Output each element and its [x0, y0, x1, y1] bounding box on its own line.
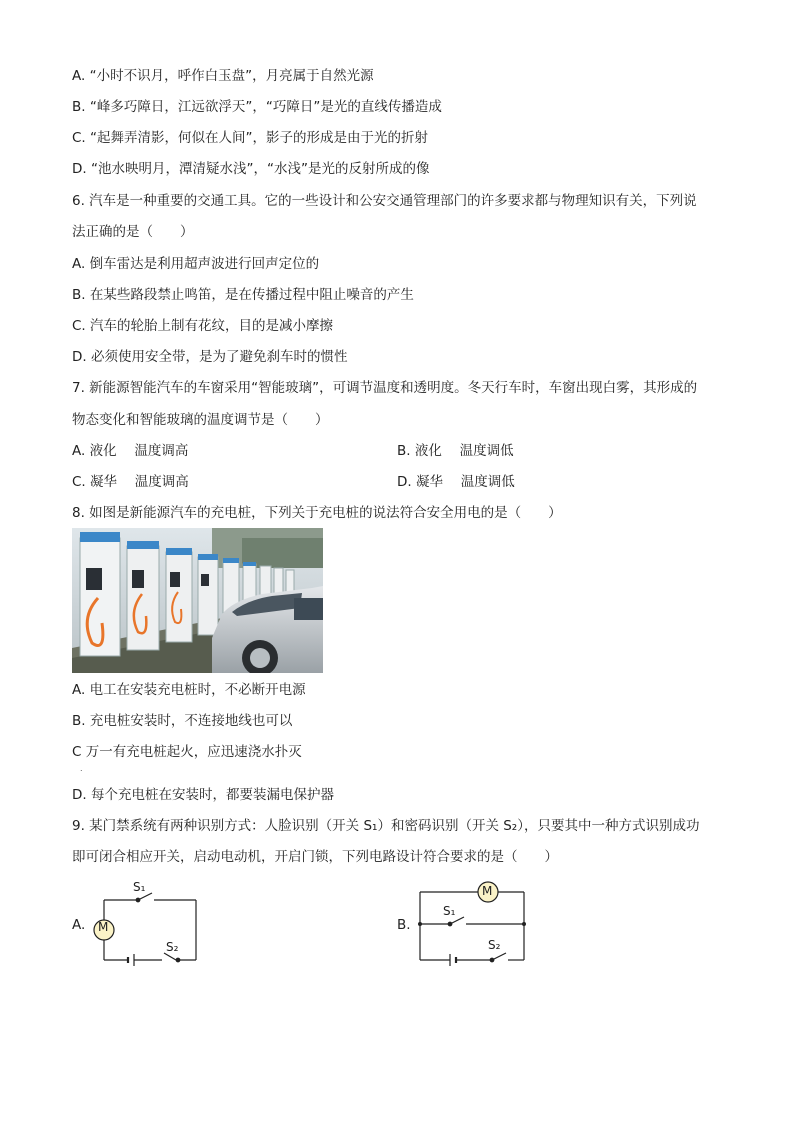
circuit-b-diagram — [412, 878, 532, 968]
circuit-a-s1: S₁ — [133, 880, 146, 894]
q8-option-b: B. 充电桩安装时，不连接地线也可以 — [72, 713, 293, 729]
circuit-b-motor: M — [482, 884, 493, 898]
q7-option-a: A. 液化 温度调高 — [72, 443, 189, 459]
q5-option-d: D. “池水映明月，潭清疑水浅”，“水浅”是光的反射所成的像 — [72, 161, 430, 177]
q5-option-a: A. “小时不识月，呼作白玉盘”，月亮属于自然光源 — [72, 68, 374, 84]
circuit-a-motor: M — [98, 920, 109, 934]
q8-option-c: C 万一有充电桩起火，应迅速浇水扑灭 — [72, 744, 302, 760]
circuit-b-s1: S₁ — [443, 904, 456, 918]
q6-option-a: A. 倒车雷达是利用超声波进行回声定位的 — [72, 256, 320, 272]
charging-station-illustration — [72, 528, 323, 673]
stray-mark: . — [80, 764, 83, 773]
q6-stem-line1: 6. 汽车是一种重要的交通工具。它的一些设计和公安交通管理部门的许多要求都与物理知识有关，下列说 — [72, 193, 697, 209]
q7-option-d: D. 凝华 温度调低 — [397, 474, 515, 490]
q6-option-c: C. 汽车的轮胎上制有花纹，目的是减小摩擦 — [72, 318, 334, 334]
q7-option-b: B. 液化 温度调低 — [397, 443, 514, 459]
circuit-a-label: A. — [72, 917, 86, 933]
circuit-b-label: B. — [397, 917, 411, 933]
q6-stem-line2: 法正确的是（ ） — [72, 224, 194, 240]
q6-option-b: B. 在某些路段禁止鸣笛，是在传播过程中阻止噪音的产生 — [72, 287, 414, 303]
q8-option-d: D. 每个充电桩在安装时，都要装漏电保护器 — [72, 787, 334, 803]
q7-option-c: C. 凝华 温度调高 — [72, 474, 189, 490]
q5-option-b: B. “峰多巧障日，江远欲浮天”，“巧障日”是光的直线传播造成 — [72, 99, 442, 115]
q8-stem: 8. 如图是新能源汽车的充电桩，下列关于充电桩的说法符合安全用电的是（ ） — [72, 505, 562, 521]
q5-option-c: C. “起舞弄清影，何似在人间”，影子的形成是由于光的折射 — [72, 130, 428, 146]
q9-stem-line2: 即可闭合相应开关，启动电动机，开启门锁，下列电路设计符合要求的是（ ） — [72, 849, 558, 865]
q8-option-a: A. 电工在安装充电桩时，不必断开电源 — [72, 682, 306, 698]
q7-stem-line2: 物态变化和智能玻璃的温度调节是（ ） — [72, 412, 329, 428]
q9-stem-line1: 9. 某门禁系统有两种识别方式：人脸识别（开关 S₁）和密码识别（开关 S₂），只要其中一种方式识别成功 — [72, 818, 700, 834]
q7-stem-line1: 7. 新能源智能汽车的车窗采用“智能玻璃”，可调节温度和透明度。冬天行车时，车窗出现白雾，其形成的 — [72, 380, 698, 396]
circuit-b-s2: S₂ — [488, 938, 501, 952]
q6-option-d: D. 必须使用安全带，是为了避免刹车时的惯性 — [72, 349, 348, 365]
charging-station-photo — [72, 528, 323, 673]
circuit-a-s2: S₂ — [166, 940, 179, 954]
